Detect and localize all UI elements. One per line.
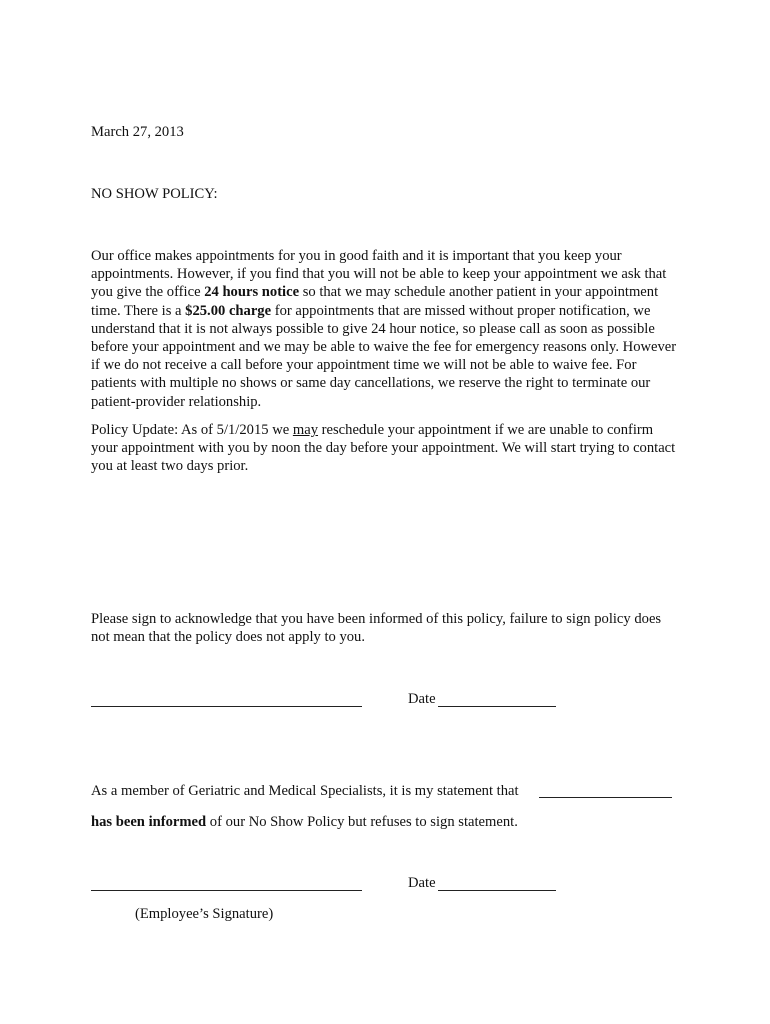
policy-update-paragraph (91, 421, 681, 476)
update-underlined-may: may (292, 422, 319, 438)
acknowledge-paragraph (91, 610, 681, 646)
policy-bold-charge: $25.00 charge (185, 302, 272, 319)
acknowledge-text: Please sign to acknowledge that you have been informed of this policy, failure to sign policy does not mean that the policy does not apply to you. (91, 611, 662, 646)
policy-heading: NO SHOW POLICY: (91, 186, 218, 202)
employee-signature-line[interactable] (91, 890, 362, 891)
policy-paragraph (91, 247, 681, 411)
policy-bold-notice: 24 hours notice (204, 284, 300, 301)
patient-name-line[interactable] (539, 797, 672, 798)
date-label-2: Date (408, 875, 436, 891)
informed-statement (91, 814, 518, 831)
informed-rest: of our No Show Policy but refuses to sign statement. (206, 814, 518, 830)
policy-text-part-3: for appointments that are missed without proper notification, we understand that it is not always possible to give 24 hour notice, so please call as soon as possible before your appointment and we may be able to waive the fee for emergency reasons only. However if we do not receive a call before your appointment time we will not be able to waive fee. For patients with multiple no shows or same day cancellations, we reserve the right to terminate our patient-provider relationship. (91, 302, 677, 410)
date-line-2[interactable] (438, 890, 556, 891)
date-line-1[interactable] (438, 706, 556, 707)
patient-signature-line[interactable] (91, 706, 362, 707)
update-text-part-2: reschedule your appointment if we are unable to confirm your appointment with you by noon the day before your appointment. We will start trying to contact you at least two days prior. (91, 422, 676, 475)
update-text-part-1: Policy Update: As of 5/1/2015 we (91, 422, 293, 438)
member-statement: As a member of Geriatric and Medical Specialists, it is my statement that (91, 783, 519, 799)
employee-signature-label: (Employee’s Signature) (135, 906, 274, 922)
policy-text-part-2: so that we may schedule another patient in your appointment time. There is a (91, 284, 659, 319)
policy-text-part-1: Our office makes appointments for you in good faith and it is important that you keep your appointments. However, if you find that you will not be able to keep your appointment we ask that you give the office (91, 248, 667, 301)
informed-bold: has been informed (91, 814, 207, 830)
date-text: March 27, 2013 (91, 124, 184, 140)
date-label-1: Date (408, 691, 436, 707)
